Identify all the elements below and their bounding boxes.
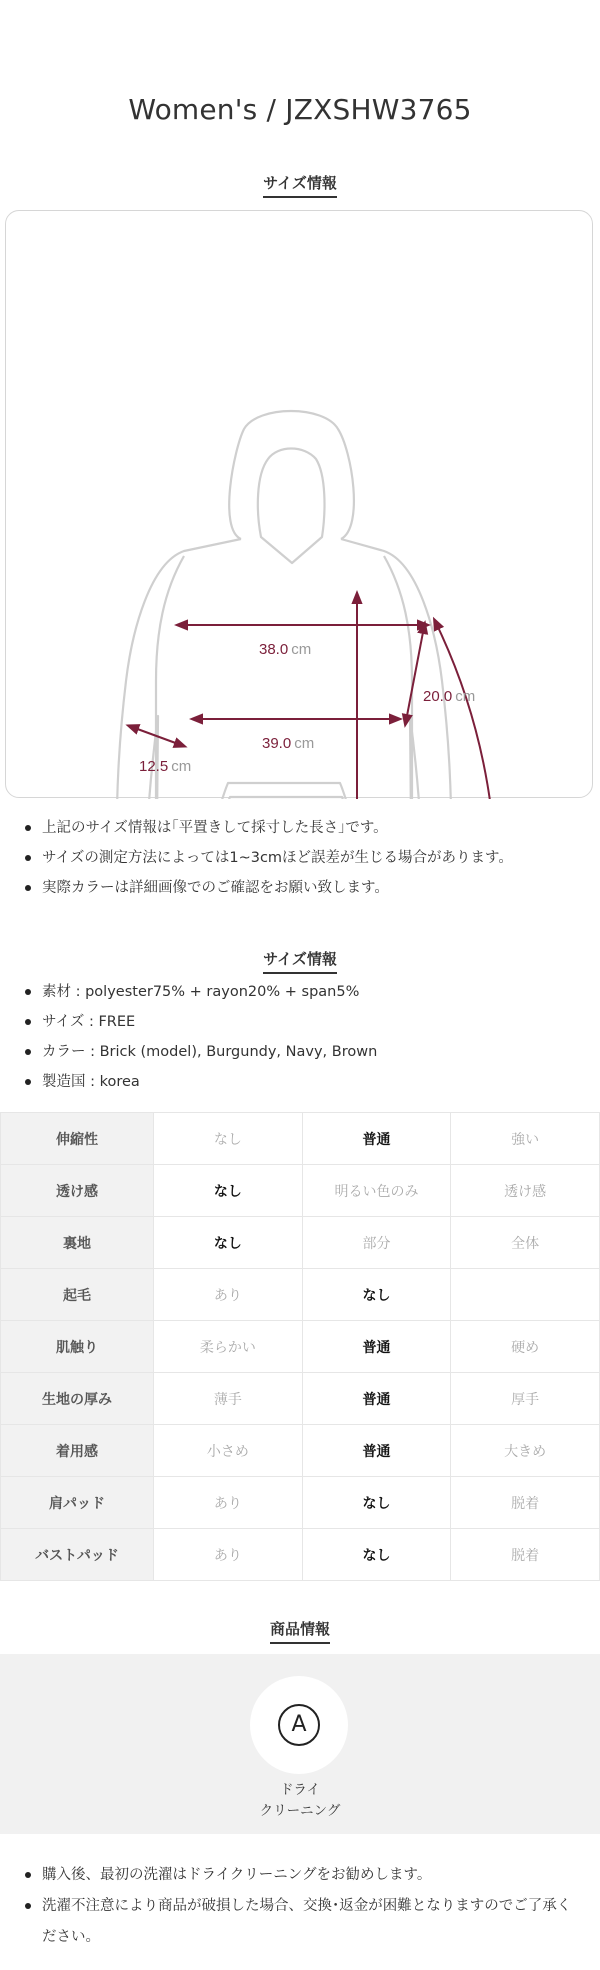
product-info-heading: 商品情報	[0, 1618, 600, 1644]
table-row	[1, 1269, 600, 1321]
table-row	[1, 1113, 600, 1165]
care-notes-list	[22, 1860, 582, 1953]
dry-clean-icon: A	[278, 1704, 320, 1746]
fabric-option: 大きめ	[451, 1425, 600, 1477]
fabric-option-selected: なし	[302, 1477, 451, 1529]
fabric-property-label: バストパッド	[1, 1529, 154, 1581]
armhole-value: 12.5	[139, 758, 169, 775]
unit-label: cm	[455, 688, 476, 705]
fabric-option	[451, 1269, 600, 1321]
table-row	[1, 1477, 600, 1529]
fabric-property-label: 肌触り	[1, 1321, 154, 1373]
svg-text:39.0cm	[262, 735, 314, 752]
fabric-option: 薄手	[154, 1373, 303, 1425]
chest-value: 39.0	[262, 735, 292, 752]
fabric-property-label: 肩パッド	[1, 1477, 154, 1529]
list-item: 洗濯不注意により商品が破損した場合、交換･返金が困難となりますのでご了承ください。	[22, 1891, 582, 1953]
svg-text:20.0cm	[423, 688, 475, 705]
list-item: 製造国 : korea	[22, 1067, 582, 1097]
unit-label: cm	[294, 735, 315, 752]
fabric-property-label: 起毛	[1, 1269, 154, 1321]
fabric-option: 小さめ	[154, 1425, 303, 1477]
list-item: 実際カラーは詳細画像でのご確認をお願い致します。	[22, 873, 582, 903]
fabric-option-selected: なし	[154, 1217, 303, 1269]
fabric-property-label: 伸縮性	[1, 1113, 154, 1165]
fabric-option: あり	[154, 1269, 303, 1321]
care-badge	[250, 1676, 348, 1774]
spec-heading: サイズ情報	[0, 948, 600, 974]
fabric-option-selected: 普通	[302, 1321, 451, 1373]
fabric-option: 脱着	[451, 1477, 600, 1529]
care-label: ドライ クリーニング	[259, 1782, 341, 1819]
table-row	[1, 1321, 600, 1373]
fabric-option: あり	[154, 1477, 303, 1529]
list-item: 素材 : polyester75% + rayon20% + span5%	[22, 977, 582, 1007]
list-item: サイズ : FREE	[22, 1007, 582, 1037]
fabric-option-selected: なし	[302, 1529, 451, 1581]
page-title: Women's / JZXSHW3765	[128, 93, 472, 126]
table-row	[1, 1165, 600, 1217]
size-info-heading: サイズ情報	[0, 172, 600, 198]
sleeve-value: 20.0	[423, 688, 453, 705]
fabric-option-selected: 普通	[302, 1425, 451, 1477]
fabric-property-label: 着用感	[1, 1425, 154, 1477]
fabric-option: 強い	[451, 1113, 600, 1165]
fabric-option-selected: 普通	[302, 1373, 451, 1425]
table-row	[1, 1529, 600, 1581]
fabric-properties-table	[0, 1112, 600, 1581]
fabric-option: あり	[154, 1529, 303, 1581]
fabric-option: 硬め	[451, 1321, 600, 1373]
list-item: サイズの測定方法によっては1~3cmほど誤差が生じる場合があります。	[22, 843, 582, 873]
unit-label: cm	[171, 758, 192, 775]
fabric-property-label: 裏地	[1, 1217, 154, 1269]
list-item: 購入後、最初の洗濯はドライクリーニングをお勧めします。	[22, 1860, 582, 1891]
table-row	[1, 1373, 600, 1425]
size-notes-list	[22, 813, 582, 903]
svg-text:38.0cm	[259, 641, 311, 658]
list-item: カラー : Brick (model), Burgundy, Navy, Brown	[22, 1037, 582, 1067]
unit-label: cm	[291, 641, 312, 658]
fabric-option: 透け感	[451, 1165, 600, 1217]
table-row	[1, 1217, 600, 1269]
shoulder-value: 38.0	[259, 641, 289, 658]
table-row	[1, 1425, 600, 1477]
fabric-option: 脱着	[451, 1529, 600, 1581]
size-diagram	[5, 210, 593, 798]
hoodie-diagram-svg	[6, 211, 594, 799]
care-panel	[0, 1654, 600, 1834]
fabric-option: なし	[154, 1113, 303, 1165]
fabric-option: 柔らかい	[154, 1321, 303, 1373]
fabric-option-selected: なし	[154, 1165, 303, 1217]
fabric-option-selected: 普通	[302, 1113, 451, 1165]
svg-text:12.5cm	[139, 758, 191, 775]
sleeve-measure-line	[406, 627, 424, 721]
fabric-property-label: 生地の厚み	[1, 1373, 154, 1425]
fabric-option: 厚手	[451, 1373, 600, 1425]
fabric-option: 部分	[302, 1217, 451, 1269]
fabric-option: 全体	[451, 1217, 600, 1269]
spec-list	[22, 977, 582, 1097]
fabric-option: 明るい色のみ	[302, 1165, 451, 1217]
fabric-property-label: 透け感	[1, 1165, 154, 1217]
list-item: 上記のサイズ情報は｢平置きして採寸した長さ｣です。	[22, 813, 582, 843]
fabric-option-selected: なし	[302, 1269, 451, 1321]
